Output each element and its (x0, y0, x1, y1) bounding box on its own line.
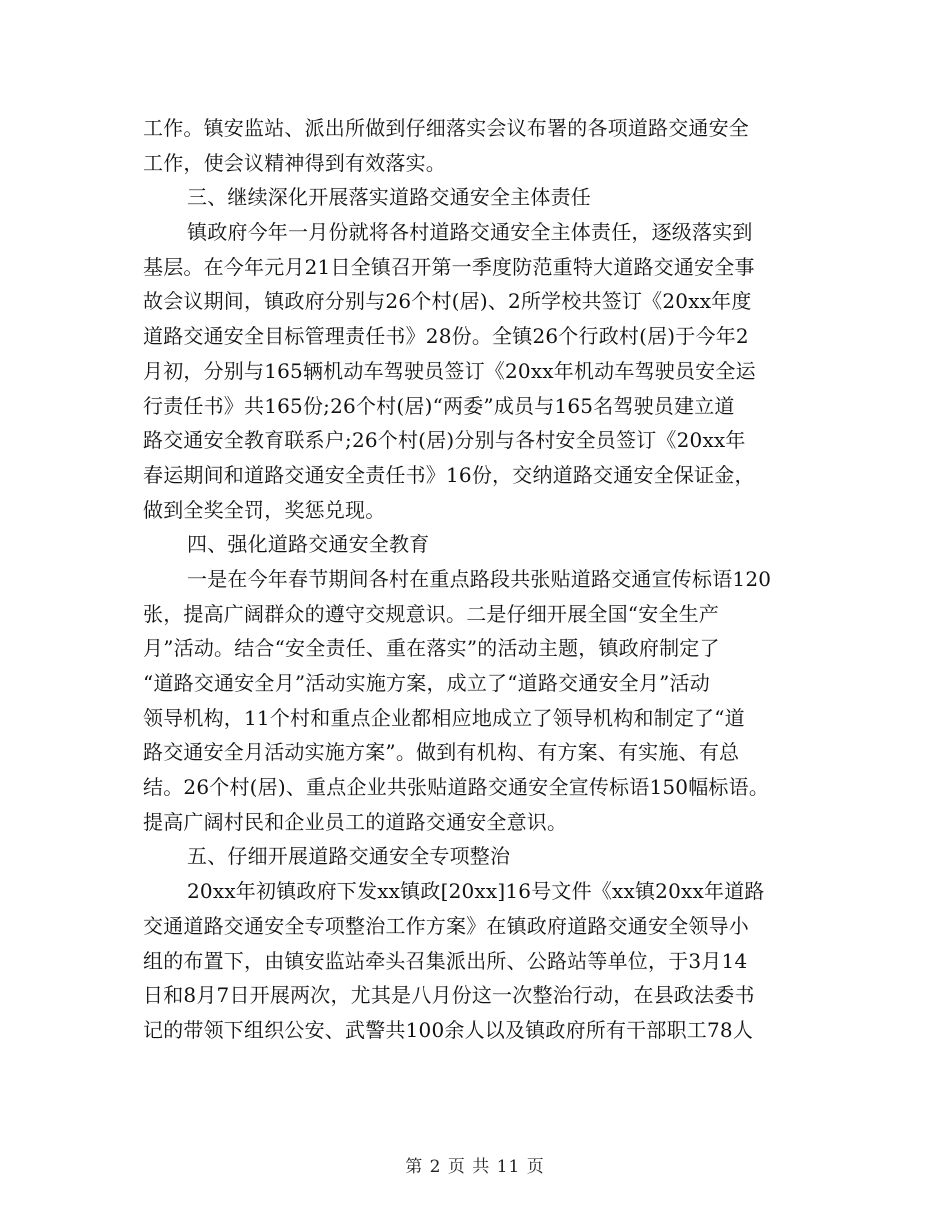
section-heading-4: 四、强化道路交通安全教育 (187, 532, 430, 557)
body-line: 组的布置下，由镇安监站牵头召集派出所、公路站等单位，于3月14 (143, 948, 748, 973)
body-line: 春运期间和道路交通安全责任书》16份，交纳道路交通安全保证金， (143, 462, 755, 487)
body-line: 路交通安全教育联系户;26个村(居)分别与各村安全员签订《20xx年 (143, 428, 746, 453)
body-line: 交通道路交通安全专项整治工作方案》在镇政府道路交通安全领导小 (143, 913, 749, 938)
body-line: “道路交通安全月”活动实施方案，成立了“道路交通安全月”活动 (143, 671, 710, 695)
body-line: 做到全奖全罚，奖惩兑现。 (143, 497, 386, 522)
section-heading-3: 三、继续深化开展落实道路交通安全主体责任 (187, 185, 591, 210)
body-line: 20xx年初镇政府下发xx镇政[20xx]16号文件《xx镇20xx年道路 (187, 879, 765, 904)
body-line: 故会议期间，镇政府分别与26个村(居)、2所学校共签订《20xx年度 (143, 289, 752, 314)
body-line: 月”活动。结合“安全责任、重在落实”的活动主题，镇政府制定了 (143, 636, 720, 661)
body-line: 一是在今年春节期间各村在重点路段共张贴道路交通宣传标语120 (187, 566, 772, 591)
body-line: 基层。在今年元月21日全镇召开第一季度防范重特大道路交通安全事 (143, 254, 755, 279)
body-line: 路交通安全月活动实施方案”。做到有机构、有方案、有实施、有总 (143, 740, 740, 765)
body-line: 道路交通安全目标管理责任书》28份。全镇26个行政村(居)于今年2 (143, 324, 749, 349)
section-heading-5: 五、仔细开展道路交通安全专项整治 (187, 844, 511, 869)
document-body (143, 111, 813, 1048)
page-number-footer: 第 2 页 共 11 页 (405, 1157, 545, 1177)
body-line: 日和8月7日开展两次，尤其是八月份这一次整治行动，在县政法委书 (143, 983, 755, 1008)
body-line: 领导机构，11个村和重点企业都相应地成立了领导机构和制定了“道 (143, 705, 745, 730)
body-line: 记的带领下组织公安、武警共100余人以及镇政府所有干部职工78人 (143, 1017, 754, 1042)
body-line: 张，提高广阔群众的遵守交规意识。二是仔细开展全国“安全生产 (143, 601, 720, 626)
body-line: 行责任书》共165份;26个村(居)“两委”成员与165名驾驶员建立道 (143, 393, 735, 418)
body-line: 提高广阔村民和企业员工的道路交通安全意识。 (143, 809, 568, 834)
body-line: 结。26个村(居)、重点企业共张贴道路交通安全宣传标语150幅标语。 (143, 775, 770, 800)
body-line: 工作。镇安监站、派出所做到仔细落实会议布署的各项道路交通安全 (143, 116, 749, 140)
body-line: 镇政府今年一月份就将各村道路交通安全主体责任，逐级落实到 (187, 220, 753, 245)
body-line: 月初，分别与165辆机动车驾驶员签订《20xx年机动车驾驶员安全运 (143, 358, 756, 383)
body-line: 工作，使会议精神得到有效落实。 (143, 150, 446, 175)
